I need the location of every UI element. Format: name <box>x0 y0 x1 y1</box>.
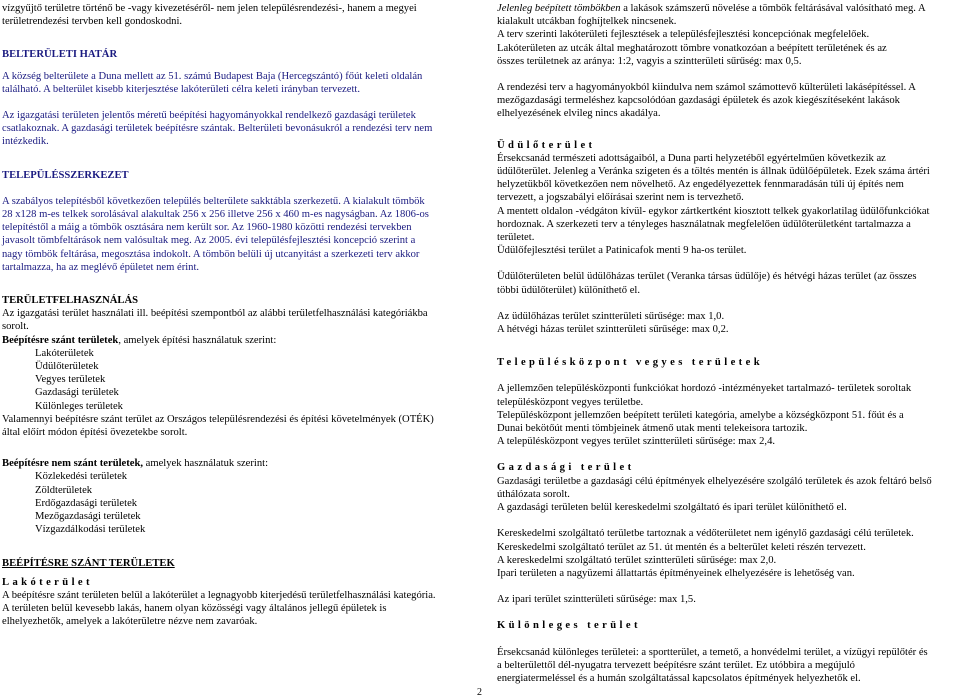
udulo3-line-1: Az üdülőházas terület szintterületi sűrűsége: max 1,0. <box>497 310 725 322</box>
udulo-line-5: A mentett oldalon -védgáton kívül- egykor zártkertként kiosztott telkek gyakorlatilag üdülőfunkciókat <box>497 205 930 217</box>
udulo2-line-2: többi üdülőterület) különíthető el. <box>497 284 640 296</box>
telepules-line-2: településközpont vegyes területbe. <box>497 396 644 408</box>
heading-telepulesszerkezet: TELEPÜLÉSSZERKEZET <box>2 169 129 181</box>
kereskedelmi-line-2: Kereskedelmi szolgáltató terület az 51. út mentén és a belterület keleti részén tervezett. <box>497 541 866 553</box>
beepitesre-szant-intro <box>2 334 468 347</box>
jelenleg-rest: a lakások számszerű növelése a tömbök feltárásával valósítható meg. A <box>620 3 926 14</box>
terv-line: A terv szerinti lakóterületi fejlesztések a településfejlesztési koncepciónak megfelelőek. <box>497 29 870 41</box>
valamennyi-line-1: Valamennyi beépítésre szánt terület az Országos településrendezési és építési követelmények (OTÉK) <box>2 413 434 425</box>
igazgatasi-line-3: intézkedik. <box>2 136 49 148</box>
lako-line-1: A beépítésre szánt területen belül a lakóterület a legnagyobb kiterjedésű területfelhasználási kategória. <box>2 589 436 601</box>
udulo3-line-2: A hétvégi házas terület szintterületi sűrűsége: max 0,2. <box>497 324 729 336</box>
list-item: Különleges területek <box>35 400 123 412</box>
heading-udulo: Üdülőterület <box>497 139 596 151</box>
lakoterulet-line-1: Lakóterületen az utcák által meghatározott tömbre vonatkozóan a beépített területének és az <box>497 42 887 54</box>
list-item: Vegyes területek <box>35 374 106 386</box>
left-column <box>2 2 468 629</box>
igazgatasi-line-2: csatlakoznak. A gazdasági területek beépítésre szántak. Belterületi bevonásukról a rendezési terv nem <box>2 123 433 135</box>
list-item: Gazdasági területek <box>35 387 119 399</box>
lako-line-2: A területen belül kevesebb lakás, hanem olyan közösségi vagy általános jellegű épületek is <box>2 603 387 615</box>
heading-gazdasagi: Gazdasági terület <box>497 462 635 474</box>
kereskedelmi-line-3: A kereskedelmi szolgáltató terület szintterületi sűrűsége: max 2,0. <box>497 554 777 566</box>
szerkezet-line-2: 28 x128 m-es telkek sorolásával alakultak 256 x 256 illetve 256 x 460 m-es nagyságban. Az 1806-os <box>2 209 429 221</box>
page-number: 2 <box>477 687 482 698</box>
valamennyi-line-2: által előírt módon építési övezetekbe sorolt. <box>2 427 188 439</box>
szerkezet-line-4: javasolt tömbfeltárások nem valósultak meg. Az 2005. évi településfejlesztési koncepció szerint a <box>2 235 416 247</box>
lako-line-3: elhelyezhetők, amelyek a lakóterületre nézve nem zavaróak. <box>2 616 258 628</box>
nem-szant-list <box>2 470 468 536</box>
szerkezet-line-3: telepítéstől a máig a tömbök osztására nem került sor. Az 1960-1980 közötti rendezési tervekben <box>2 222 412 234</box>
felhasznalas-line-2: sorolt. <box>2 321 29 333</box>
rendezesi-line-3: elhelyezésének elvileg nincs akadálya. <box>497 108 661 120</box>
kereskedelmi-line-1: Kereskedelmi szolgáltató területbe tartoznak a védőterületet nem igénylő gazdasági célú területek. <box>497 528 914 540</box>
udulo-line-1: Érsekcsanád természeti adottságaiból, a Duna parti helyzetéből egyértelműen következik az <box>497 152 886 164</box>
beepitesre-szant-rest: , amelyek építési használatuk szerint: <box>118 334 277 346</box>
rendezesi-line-2: mezőgazdasági termeléshez kapcsolódóan gazdasági épületek és azok kiegészítéseként lakások <box>497 95 900 107</box>
udulo-line-8: Üdülőfejlesztési terület a Patinicafok menti 9 ha-os terület. <box>497 245 747 257</box>
udulo-line-4: tervezett, a jogszabályi előírásai szerint nem is tervezhető. <box>497 192 744 204</box>
kulonleges-line-3: energiatermeléssel és a humán szolgáltatással kapcsolatos építmények helyezhetők el. <box>497 672 861 684</box>
jelenleg-italic: Jelenleg beépített tömbökben <box>497 3 621 14</box>
telepules-line-4: Dunai bekötőút menti tömbjeinek átmenő utak menti telekeisora tartozik. <box>497 423 808 435</box>
right-column <box>497 2 958 685</box>
heading-telepuleskozpont: Településközpont vegyes területek <box>497 357 763 369</box>
nem-szant-bold: Beépítésre nem szánt területek, <box>2 458 144 470</box>
gazdasagi-line-2: úthálózata sorolt. <box>497 488 570 500</box>
list-item: Vízgazdálkodási területek <box>35 524 146 536</box>
telepules-line-3: Településközpont jellemzően beépített területi kategória, amelybe a községközpont 51. főút és a <box>497 409 904 421</box>
udulo-line-2: üdülőterület. Jelenleg a Veránka szigeten és a töltés mentén is állnak üdülőépületek. Ezek száma ártéri <box>497 166 930 178</box>
list-item: Mezőgazdasági területek <box>35 511 141 523</box>
szerkezet-line-5: nagy tömbök feltárása, megosztása indokolt. A tömbön belüli új utcanyitást a szerkezeti terv akkor <box>2 248 420 260</box>
heading-kulonleges: Különleges terület <box>497 620 641 632</box>
heading-teruletfelhasznalas: TERÜLETFELHASZNÁLÁS <box>2 295 138 307</box>
rendezesi-line-1: A rendezési terv a hagyományokból kiindulva nem számol számottevő külterületi lakásépítéssel. A <box>497 82 916 94</box>
felhasznalas-line-1: Az igazgatási terület használati ill. beépítési szempontból az alábbi területfelhasználási kategóriákba <box>2 308 428 320</box>
intro-line-1: vízgyűjtő területre történő be -vagy kivezetéséről- nem jelen településrendezési-, hanem a megyei <box>2 3 417 14</box>
beepitesre-szant-bold: Beépítésre szánt területek <box>2 334 119 346</box>
heading-belteruleti-hatar: BELTERÜLETI HATÁR <box>2 49 118 61</box>
udulo-line-6: hordoznak. A szerkezeti terv a tényleges használatnak megfelelően üdülőterületként tartalmazza a <box>497 218 911 230</box>
nem-szant-intro <box>2 457 468 470</box>
udulo-line-3: helyzetükből következően nem növelhető. Az engedélyezettek fennmaradásán túli új építés nem <box>497 179 904 191</box>
udulo-line-7: területet. <box>497 232 535 244</box>
telepules-line-1: A jellemzően településközponti funkciókat hordozó -intézményeket tartalmazó- területek soroltak <box>497 383 912 395</box>
heading-beepitesre-szant-teruletek: BEÉPÍTÉSRE SZÁNT TERÜLETEK <box>2 557 175 569</box>
kereskedelmi-line-4: Ipari területen a nagyüzemi állattartás építményeinek elhelyezésére is lehetőség van. <box>497 567 855 579</box>
list-item: Zöldterületek <box>35 484 93 496</box>
hatar-line-1: A község belterülete a Duna mellett az 51. számú Budapest Baja (Hercegszántó) főút keleti oldalán <box>2 70 423 82</box>
list-item: Erdőgazdasági területek <box>35 497 138 509</box>
kulonleges-line-2: a belterülettől dél-nyugatra tervezett beépítésre szánt terület. Ez utóbbira a megújuló <box>497 659 855 671</box>
jelenleg-line-1 <box>497 2 958 15</box>
list-item: Lakóterületek <box>35 347 94 359</box>
gazdasagi-line-3: A gazdasági területen belül kereskedelmi szolgáltató és ipari terület különíthető el. <box>497 502 847 514</box>
list-item: Üdülőterületek <box>35 361 99 373</box>
jelenleg-line-2: kialakult utcákban foghíjtelkek nincsenek. <box>497 16 677 28</box>
intro-line-2: területrendezési tervben kell gondoskodni. <box>2 16 183 28</box>
telepules-line-5: A településközpont vegyes terület szintterületi sűrűsége: max 2,4. <box>497 436 776 448</box>
ipari-line: Az ipari terület szintterületi sűrűsége: max 1,5. <box>497 594 696 606</box>
udulo2-line-1: Üdülőterületen belül üdülőházas terület (Veranka társas üdülője) és hétvégi házas terület (az összes <box>497 271 917 283</box>
heading-lakoterulet: Lakóterület <box>2 576 93 588</box>
kulonleges-line-1: Érsekcsanád különleges területei: a sportterület, a temető, a honvédelmi terület, a vízügyi repülőtér és <box>497 646 928 658</box>
igazgatasi-line-1: Az igazgatási területen jelentős méretű beépítési hagyományokkal rendelkező gazdasági területek <box>2 110 416 122</box>
hatar-line-2: található. A belterület kisebb kiterjesztése lakóterületi célra keleti irányban tervezett. <box>2 83 360 95</box>
gazdasagi-line-1: Gazdasági területbe a gazdasági célú építmények elhelyezésére szolgáló területek és azok feltáró belső <box>497 475 932 487</box>
szerkezet-line-1: A szabályos telepítésből következően település belterülete sakktábla szerkezetű. A kialakult tömbök <box>2 195 425 207</box>
lakoterulet-line-2: összes területnek az aránya: 1:2, vagyis a szintterületi sűrűség: max 0,5. <box>497 55 802 67</box>
szerkezet-line-6: tartalmazza, ha az meglévő épületet nem érint. <box>2 261 200 273</box>
szant-list <box>2 347 468 413</box>
list-item: Közlekedési területek <box>35 471 128 483</box>
nem-szant-rest: amelyek használatuk szerint: <box>143 458 269 470</box>
